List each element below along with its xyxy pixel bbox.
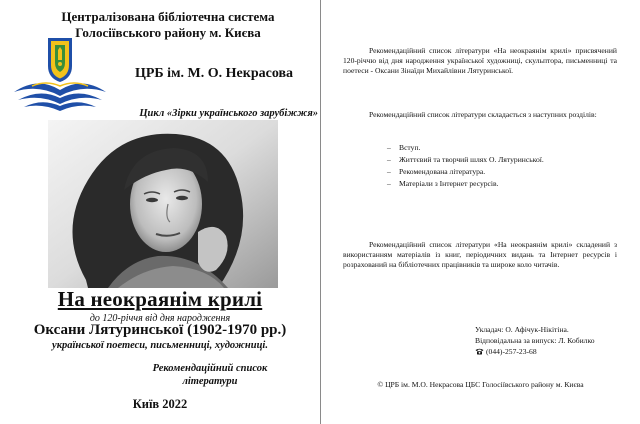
anniversary-subtitle: до 120-річчя від дня народження (89, 313, 231, 324)
author-roles: української поетеси, письменниці, художниці. (52, 340, 268, 351)
back-page (321, 0, 640, 424)
sections-list (387, 142, 544, 190)
list-item: – Матеріали з Інтернет ресурсів. (387, 178, 544, 190)
author-name: Оксани Лятуринської (1902-1970 рр.) (33, 322, 287, 338)
list-item: – Рекомендована література. (387, 166, 544, 178)
org-line-2: Голосіївського району м. Києва (75, 25, 261, 40)
document-type (110, 362, 310, 388)
author-portrait (48, 120, 278, 288)
phone-number: (044)-257-23-68 (486, 347, 537, 356)
series-title: Цикл «Зірки українського зарубіжжя» (139, 108, 318, 119)
publication-place-year: Київ 2022 (132, 397, 188, 411)
editor-line: Відповідальна за випуск: Л. Кобилко (475, 336, 595, 345)
library-logo-icon (12, 36, 108, 112)
book-title: На неокраянім крилі (57, 287, 263, 311)
sources-paragraph: Рекомендаційний список літератури «На неокраянім крилі» складений з використанням матеріалів із книг, періодичних видань та Інтернет ресурсів і розрахований на бібліотечних працівників та широке коло читачів. (343, 240, 617, 269)
intro-paragraph: Рекомендаційний список літератури «На неокраянім крилі» присвячений 120-річчю від дня народження української художниці, скульптора, письменниці та поетеси - Оксани Зінаїди Михайлівни Лятуринської. (343, 46, 617, 75)
phone-line (475, 346, 635, 357)
org-line-1: Централізована бібліотечна система (61, 9, 275, 24)
list-item: – Вступ. (387, 142, 544, 154)
library-name: ЦРБ ім. М. О. Некрасова (134, 66, 294, 81)
structure-paragraph: Рекомендаційний список літератури складається з наступних розділів: (369, 110, 597, 119)
telephone-icon (475, 348, 484, 355)
copyright-line: © ЦРБ ім. М.О. Некрасова ЦБС Голосіївського району м. Києва (377, 380, 584, 389)
credits-block (475, 324, 635, 357)
document-type-line-1: Рекомендаційний список (152, 363, 268, 374)
compiler-line: Укладач: О. Афічук-Нікітіна. (475, 325, 569, 334)
document-type-line-2: літератури (182, 376, 238, 387)
list-item: – Життєвий та творчий шлях О. Лятуринської. (387, 154, 544, 166)
